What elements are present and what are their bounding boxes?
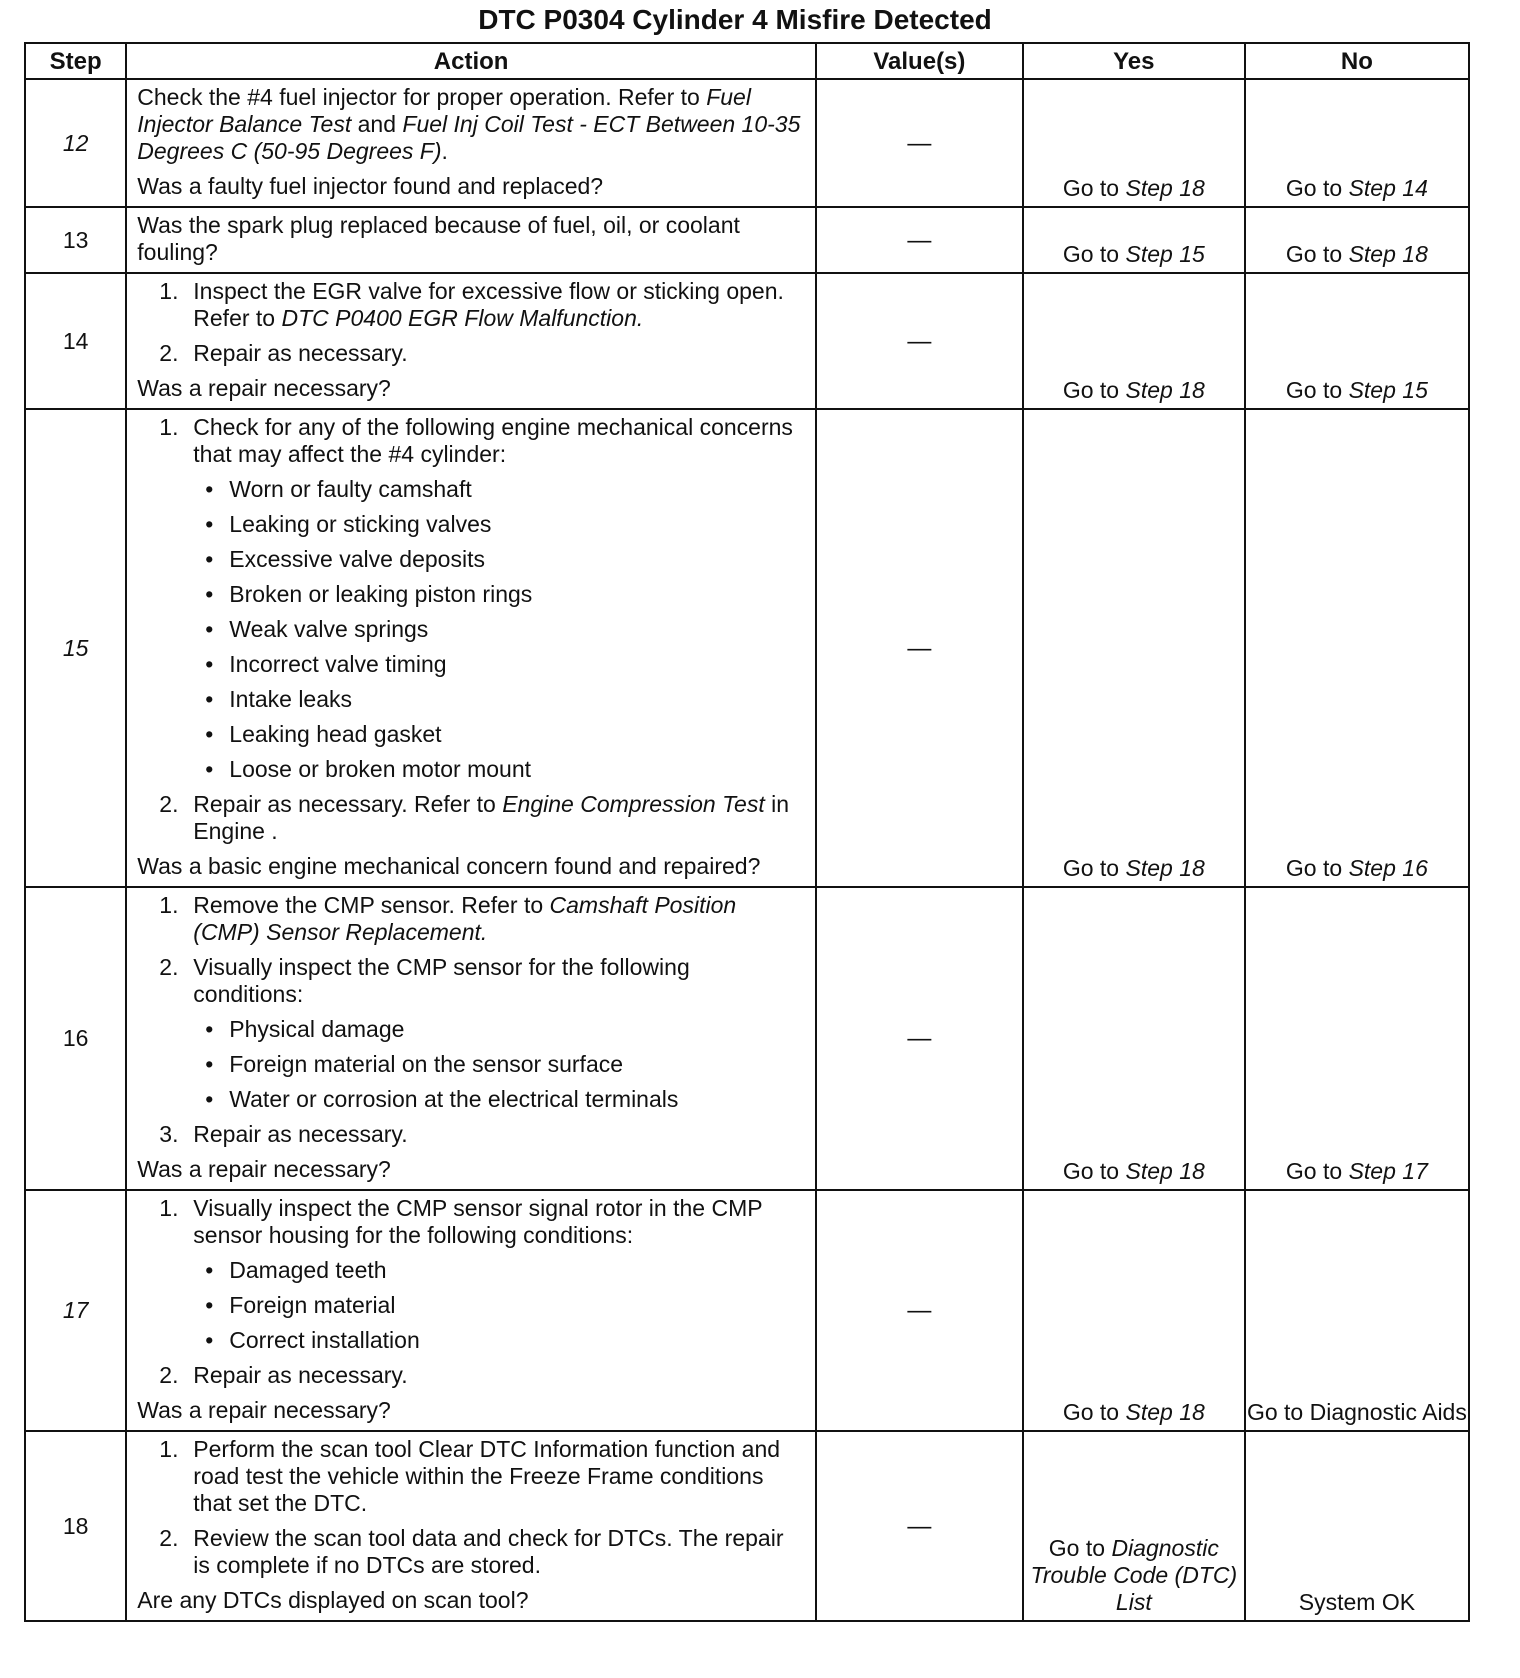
table-row [25, 207, 1469, 273]
italic-reference: Step 17 [1348, 1158, 1428, 1184]
text-span: and [351, 111, 403, 137]
action-cell [126, 207, 816, 273]
italic-reference: Step 14 [1348, 175, 1428, 201]
numbered-item [159, 892, 805, 946]
value-cell: — [816, 1431, 1023, 1621]
bullet-item [205, 581, 805, 608]
item-number: 1. [159, 414, 179, 440]
item-text [229, 721, 805, 748]
text-span: Repair as necessary. [193, 1362, 408, 1388]
text-span: Are any DTCs displayed on scan tool? [137, 1587, 529, 1613]
bullet-icon: • [205, 1257, 214, 1283]
action-paragraph [137, 1587, 805, 1614]
header-values: Value(s) [816, 43, 1023, 79]
yes-cell [1023, 1431, 1245, 1621]
bullet-item [205, 1086, 805, 1113]
italic-reference: Camshaft Position (CMP) Sensor Replacement. [193, 892, 737, 945]
text-span: Was a repair necessary? [137, 375, 391, 401]
numbered-item [159, 1121, 805, 1148]
bullet-item [205, 1327, 805, 1354]
action-cell [126, 1431, 816, 1621]
step-number: 16 [25, 887, 126, 1190]
bullet-item [205, 1292, 805, 1319]
bullet-icon: • [205, 581, 214, 607]
numbered-item [159, 1195, 805, 1249]
italic-reference: Fuel Inj Coil Test - ECT Between 10-35 Degrees C (50-95 Degrees F) [137, 111, 801, 164]
item-text [229, 1051, 805, 1078]
action-cell [126, 1190, 816, 1431]
item-text [193, 340, 805, 367]
text-span: Repair as necessary. [193, 340, 408, 366]
no-cell [1245, 409, 1469, 887]
text-span: Go to [1048, 1535, 1112, 1561]
italic-reference: Step 18 [1125, 1399, 1205, 1425]
item-number: 1. [159, 892, 179, 918]
step-number: 17 [25, 1190, 126, 1431]
item-number: 2. [159, 1525, 179, 1551]
text-span: Loose or broken motor mount [229, 756, 531, 782]
bullet-icon: • [205, 476, 214, 502]
text-span: Inspect the EGR valve for excessive flow or sticking open. Refer to [193, 278, 784, 331]
bullet-icon: • [205, 1086, 214, 1112]
bullet-item [205, 1016, 805, 1043]
yes-cell [1023, 207, 1245, 273]
item-text [193, 892, 805, 946]
italic-reference: Step 18 [1125, 377, 1205, 403]
text-span: Excessive valve deposits [229, 546, 485, 572]
item-text [229, 1016, 805, 1043]
action-cell [126, 409, 816, 887]
no-cell [1245, 207, 1469, 273]
item-number: 1. [159, 1436, 179, 1462]
numbered-item [159, 954, 805, 1008]
bullet-item [205, 721, 805, 748]
text-span: Review the scan tool data and check for DTCs. The repair is complete if no DTCs are stored. [193, 1525, 784, 1578]
action-paragraph [137, 212, 805, 266]
text-span: Worn or faulty camshaft [229, 476, 472, 502]
item-text [193, 1195, 805, 1249]
italic-reference: Engine Compression Test [502, 791, 765, 817]
bullet-icon: • [205, 1016, 214, 1042]
text-span: Was a basic engine mechanical concern found and repaired? [137, 853, 761, 879]
no-cell [1245, 273, 1469, 409]
yes-cell [1023, 887, 1245, 1190]
diagnostic-table [24, 42, 1470, 1622]
bullet-icon: • [205, 1327, 214, 1353]
header-step: Step [25, 43, 126, 79]
bullet-icon: • [205, 651, 214, 677]
table-row [25, 1431, 1469, 1621]
value-cell: — [816, 887, 1023, 1190]
numbered-item [159, 340, 805, 367]
action-paragraph [137, 84, 805, 165]
text-span: Physical damage [229, 1016, 405, 1042]
text-span: Foreign material on the sensor surface [229, 1051, 624, 1077]
text-span: Foreign material [229, 1292, 396, 1318]
text-span: Remove the CMP sensor. Refer to [193, 892, 550, 918]
action-cell [126, 273, 816, 409]
no-cell [1245, 887, 1469, 1190]
text-span: Was a faulty fuel injector found and replaced? [137, 173, 604, 199]
text-span: Repair as necessary. [193, 1121, 408, 1147]
step-number: 18 [25, 1431, 126, 1621]
header-yes: Yes [1023, 43, 1245, 79]
table-row [25, 273, 1469, 409]
item-text [193, 1436, 805, 1517]
text-span: Intake leaks [229, 686, 353, 712]
numbered-item [159, 1362, 805, 1389]
item-text [193, 954, 805, 1008]
text-span: Correct installation [229, 1327, 420, 1353]
action-paragraph [137, 853, 805, 880]
text-span: Go to [1062, 1399, 1126, 1425]
text-span: Damaged teeth [229, 1257, 387, 1283]
bullet-icon: • [205, 546, 214, 572]
italic-reference: Step 15 [1125, 241, 1205, 267]
text-span: Perform the scan tool Clear DTC Information function and road test the vehicle within the Freeze Frame conditions that set the DTC. [193, 1436, 781, 1516]
table-header-row [25, 43, 1469, 79]
text-span: System OK [1298, 1589, 1416, 1615]
table-body [25, 79, 1469, 1621]
bullet-item [205, 546, 805, 573]
numbered-item [159, 278, 805, 332]
bullet-item [205, 1051, 805, 1078]
item-text [229, 581, 805, 608]
yes-cell [1023, 1190, 1245, 1431]
numbered-item [159, 791, 805, 845]
text-span: Water or corrosion at the electrical terminals [229, 1086, 679, 1112]
italic-reference: Step 18 [1125, 855, 1205, 881]
text-span: Go to Diagnostic Aids [1246, 1399, 1467, 1425]
text-span: Go to [1062, 377, 1126, 403]
text-span: Visually inspect the CMP sensor for the following conditions: [193, 954, 690, 1007]
italic-reference: Step 18 [1348, 241, 1428, 267]
no-cell [1245, 1190, 1469, 1431]
item-number: 1. [159, 278, 179, 304]
text-span: Was a repair necessary? [137, 1397, 391, 1423]
text-span: Visually inspect the CMP sensor signal rotor in the CMP sensor housing for the following conditions: [193, 1195, 763, 1248]
header-no: No [1245, 43, 1469, 79]
item-text [229, 616, 805, 643]
step-number: 14 [25, 273, 126, 409]
item-number: 3. [159, 1121, 179, 1147]
numbered-item [159, 1436, 805, 1517]
action-paragraph [137, 173, 805, 200]
item-text [229, 651, 805, 678]
bullet-icon: • [205, 616, 214, 642]
bullet-icon: • [205, 721, 214, 747]
no-cell [1245, 1431, 1469, 1621]
text-span: Go to [1285, 855, 1349, 881]
item-text [229, 546, 805, 573]
item-text [193, 1525, 805, 1579]
text-span: Leaking head gasket [229, 721, 442, 747]
italic-reference: Step 15 [1348, 377, 1428, 403]
item-text [229, 476, 805, 503]
text-span: Weak valve springs [229, 616, 429, 642]
step-number: 15 [25, 409, 126, 887]
table-row [25, 409, 1469, 887]
italic-reference: Diagnostic Trouble Code (DTC) List [1030, 1535, 1238, 1615]
bullet-icon: • [205, 1051, 214, 1077]
bullet-item [205, 616, 805, 643]
page-title: DTC P0304 Cylinder 4 Misfire Detected [478, 4, 992, 35]
text-span: Repair as necessary. Refer to [193, 791, 503, 817]
table-row [25, 887, 1469, 1190]
text-span: Go to [1285, 241, 1349, 267]
item-text [229, 1327, 805, 1354]
value-cell: — [816, 409, 1023, 887]
item-text [229, 1257, 805, 1284]
item-text [229, 1086, 805, 1113]
text-span: Check the #4 fuel injector for proper operation. Refer to [137, 84, 707, 110]
item-text [193, 1121, 805, 1148]
text-span: Leaking or sticking valves [229, 511, 492, 537]
item-text [229, 686, 805, 713]
text-span: Go to [1062, 241, 1126, 267]
text-span: Go to [1062, 1158, 1126, 1184]
italic-reference: Step 16 [1348, 855, 1428, 881]
text-span: Was the spark plug replaced because of fuel, oil, or coolant fouling? [137, 212, 740, 265]
action-paragraph [137, 1156, 805, 1183]
item-text [193, 278, 805, 332]
bullet-icon: • [205, 511, 214, 537]
text-span: Was a repair necessary? [137, 1156, 391, 1182]
item-text [193, 1362, 805, 1389]
bullet-icon: • [205, 686, 214, 712]
bullet-item [205, 686, 805, 713]
value-cell: — [816, 1190, 1023, 1431]
yes-cell [1023, 273, 1245, 409]
italic-reference: Step 18 [1125, 175, 1205, 201]
text-span: Broken or leaking piston rings [229, 581, 533, 607]
yes-cell [1023, 79, 1245, 207]
text-span: Go to [1285, 1158, 1349, 1184]
item-text [193, 414, 805, 468]
item-number: 2. [159, 791, 179, 817]
bullet-icon: • [205, 1292, 214, 1318]
text-span: Check for any of the following engine mechanical concerns that may affect the #4 cylinder: [193, 414, 793, 467]
value-cell: — [816, 207, 1023, 273]
action-cell [126, 887, 816, 1190]
action-cell [126, 79, 816, 207]
bullet-icon: • [205, 756, 214, 782]
value-cell: — [816, 273, 1023, 409]
bullet-item [205, 651, 805, 678]
item-number: 1. [159, 1195, 179, 1221]
item-number: 2. [159, 954, 179, 980]
item-number: 2. [159, 1362, 179, 1388]
text-span: Go to [1285, 175, 1349, 201]
numbered-item [159, 414, 805, 468]
step-number: 13 [25, 207, 126, 273]
text-span: Go to [1285, 377, 1349, 403]
text-span: Go to [1062, 175, 1126, 201]
text-span: Go to [1062, 855, 1126, 881]
header-action: Action [126, 43, 816, 79]
italic-reference: Fuel Injector Balance Test [137, 84, 751, 137]
action-paragraph [137, 1397, 805, 1424]
yes-cell [1023, 409, 1245, 887]
item-number: 2. [159, 340, 179, 366]
text-span: in Engine . [193, 791, 790, 844]
text-span: Incorrect valve timing [229, 651, 447, 677]
italic-reference: Step 18 [1125, 1158, 1205, 1184]
no-cell [1245, 79, 1469, 207]
item-text [229, 756, 805, 783]
value-cell: — [816, 79, 1023, 207]
italic-reference: DTC P0400 EGR Flow Malfunction. [281, 305, 644, 331]
table-row [25, 79, 1469, 207]
action-paragraph [137, 375, 805, 402]
bullet-item [205, 511, 805, 538]
table-row [25, 1190, 1469, 1431]
bullet-item [205, 1257, 805, 1284]
item-text [229, 1292, 805, 1319]
item-text [193, 791, 805, 845]
numbered-item [159, 1525, 805, 1579]
bullet-item [205, 756, 805, 783]
item-text [229, 511, 805, 538]
bullet-item [205, 476, 805, 503]
text-span: . [441, 138, 448, 164]
step-number: 12 [25, 79, 126, 207]
